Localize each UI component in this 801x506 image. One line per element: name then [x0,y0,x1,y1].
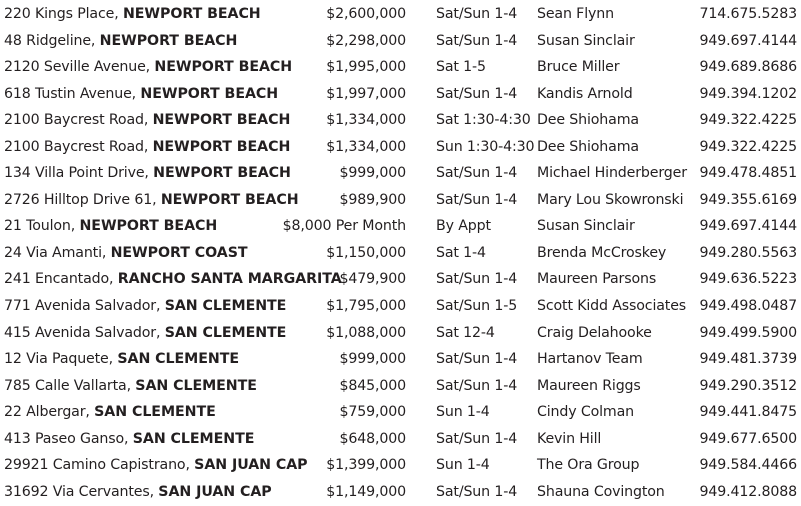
listing-phone: 949.697.4144 [699,32,797,49]
listing-row [0,187,801,214]
listing-address: 12 Via Paquete, [4,351,118,368]
listing-price: $989,900 [339,191,406,208]
listing-open-house-time: Sun 1-4 [436,404,490,421]
listing-price: $999,000 [339,351,406,368]
listing-agent: Dee Shiohama [537,138,639,155]
listing-city: SAN CLEMENTE [94,404,216,421]
listing-price: $648,000 [339,430,406,447]
listing-price: $845,000 [339,377,406,394]
listing-phone: 714.675.5283 [699,6,797,22]
listing-city: RANCHO SANTA MARGARITA [117,271,342,288]
listing-open-house-time: By Appt [436,218,491,235]
listing-row [0,452,801,479]
listing-address: 771 Avenida Salvador, [4,298,165,315]
listing-row [0,213,801,240]
listing-city: SAN CLEMENTE [164,298,287,315]
listing-location [4,107,290,134]
listing-row [0,240,801,267]
listing-open-house-time: Sat/Sun 1-4 [436,430,518,447]
listing-address: 415 Avenida Salvador, [4,324,165,341]
listing-city: SAN CLEMENTE [164,324,287,341]
listing-address: 2100 Baycrest Road, [4,138,153,155]
listing-price: $2,298,000 [326,32,406,49]
listing-phone: 949.689.8686 [699,59,797,76]
listing-address: 22 Albergar, [4,404,95,421]
listing-address: 2120 Seville Avenue, [4,59,155,76]
listing-address: 29921 Camino Capistrano, [4,457,195,474]
listing-open-house-time: Sat 1-4 [436,244,486,261]
listing-address: 2100 Baycrest Road, [4,112,153,129]
listing-address: 24 Via Amanti, [4,244,111,261]
listing-phone: 949.584.4466 [699,457,797,474]
listing-row [0,28,801,55]
listing-phone: 949.677.6500 [699,430,797,447]
listing-city: NEWPORT BEACH [152,112,291,129]
listing-open-house-time: Sat/Sun 1-4 [436,191,518,208]
listing-agent: Brenda McCroskey [537,244,667,261]
listing-location [4,373,257,400]
listing-row [0,320,801,347]
listing-open-house-time: Sat/Sun 1-4 [436,483,518,500]
listing-phone: 949.441.8475 [699,404,797,421]
listing-phone: 949.322.4225 [699,138,797,155]
listing-phone: 949.499.5900 [699,324,797,341]
listing-agent: Kevin Hill [537,430,602,447]
listing-city: SAN CLEMENTE [135,377,257,394]
listing-row [0,134,801,161]
listing-price: $1,334,000 [326,112,406,129]
listing-city: NEWPORT BEACH [99,32,238,49]
listing-open-house-time: Sat/Sun 1-4 [436,377,518,394]
listing-city: SAN JUAN CAP [194,457,308,474]
listing-price: $1,150,000 [326,244,406,261]
listing-location [4,293,286,320]
listing-phone: 949.290.3512 [699,377,797,394]
listing-city: NEWPORT BEACH [79,218,218,235]
listing-address: 220 Kings Place, [4,6,123,22]
listing-open-house-time: Sat/Sun 1-4 [436,271,518,288]
listing-price: $999,000 [339,165,406,182]
listing-agent: Shauna Covington [537,483,665,500]
listing-city: NEWPORT BEACH [140,85,279,102]
listing-phone: 949.412.8088 [699,483,797,500]
listing-price: $1,334,000 [326,138,406,155]
listing-agent: Scott Kidd Associates [537,298,687,315]
listing-address: 785 Calle Vallarta, [4,377,136,394]
listing-agent: Cindy Colman [537,404,634,421]
listing-location [4,399,216,426]
listing-agent: Dee Shiohama [537,112,639,129]
listing-price: $1,997,000 [326,85,406,102]
listing-city: SAN CLEMENTE [117,351,239,368]
listing-city: NEWPORT BEACH [122,6,261,22]
listing-city: NEWPORT BEACH [154,59,293,76]
listing-row [0,160,801,187]
listing-price: $2,600,000 [326,6,406,22]
listing-address: 618 Tustin Avenue, [4,85,141,102]
listing-address: 413 Paseo Ganso, [4,430,133,447]
listing-location [4,28,237,55]
listing-agent: Maureen Riggs [537,377,641,394]
listing-location [4,320,286,347]
listing-city: NEWPORT BEACH [152,138,291,155]
listing-address: 241 Encantado, [4,271,118,288]
listing-row [0,399,801,426]
listing-agent: Kandis Arnold [537,85,633,102]
listing-price: $8,000 Per Month [282,218,406,235]
listing-city: NEWPORT COAST [110,244,248,261]
listing-open-house-time: Sat/Sun 1-4 [436,351,518,368]
listing-phone: 949.498.0487 [699,298,797,315]
listing-row [0,266,801,293]
listing-location [4,479,272,506]
listing-location [4,240,248,267]
listing-price: $1,088,000 [326,324,406,341]
listing-phone: 949.322.4225 [699,112,797,129]
listing-agent: Sean Flynn [537,6,614,22]
listing-city: SAN JUAN CAP [158,483,272,500]
listing-price: $479,900 [339,271,406,288]
listing-open-house-time: Sat/Sun 1-4 [436,85,518,102]
listing-open-house-time: Sat 12-4 [436,324,495,341]
listing-location [4,134,290,161]
listing-open-house-time: Sat/Sun 1-4 [436,32,518,49]
listing-location [4,452,308,479]
listing-location [4,81,278,108]
listing-city: NEWPORT BEACH [153,165,291,182]
listing-address: 134 Villa Point Drive, [4,165,154,182]
listing-agent: Michael Hinderberger [537,165,687,182]
listing-open-house-time: Sun 1-4 [436,457,490,474]
listing-open-house-time: Sat 1:30-4:30 [436,112,531,129]
listing-open-house-time: Sat/Sun 1-4 [436,6,518,22]
listing-open-house-time: Sat/Sun 1-4 [436,165,518,182]
listing-location [4,346,239,373]
listing-phone: 949.697.4144 [699,218,797,235]
listing-address: 31692 Via Cervantes, [4,483,159,500]
listing-location [4,160,291,187]
listing-location [4,1,261,28]
listing-row [0,479,801,506]
listing-address: 48 Ridgeline, [4,32,100,49]
listing-phone: 949.636.5223 [699,271,797,288]
listing-price: $1,149,000 [326,483,406,500]
listing-row [0,54,801,81]
listing-phone: 949.355.6169 [699,191,797,208]
listing-agent: Bruce Miller [537,59,620,76]
listing-row [0,1,801,28]
listing-location [4,213,217,240]
listing-location [4,187,299,214]
listing-row [0,373,801,400]
listing-agent: Maureen Parsons [537,271,657,288]
listing-agent: The Ora Group [537,457,640,474]
listing-location [4,54,292,81]
listing-price: $759,000 [339,404,406,421]
listing-open-house-time: Sat 1-5 [436,59,486,76]
listing-city: NEWPORT BEACH [160,191,299,208]
listing-price: $1,399,000 [326,457,406,474]
listing-phone: 949.280.5563 [699,244,797,261]
listing-location [4,426,254,453]
listing-row [0,346,801,373]
listing-agent: Hartanov Team [537,351,643,368]
listing-city: SAN CLEMENTE [132,430,255,447]
listing-agent: Craig Delahooke [537,324,652,341]
listing-price: $1,995,000 [326,59,406,76]
listing-address: 21 Toulon, [4,218,80,235]
listing-row [0,107,801,134]
listing-phone: 949.478.4851 [699,165,797,182]
listing-agent: Mary Lou Skowronski [537,191,684,208]
listing-open-house-time: Sun 1:30-4:30 [436,138,535,155]
listing-open-house-time: Sat/Sun 1-5 [436,298,518,315]
listing-price: $1,795,000 [326,298,406,315]
listing-row [0,293,801,320]
listing-address: 2726 Hilltop Drive 61, [4,191,161,208]
listing-row [0,426,801,453]
listing-phone: 949.481.3739 [699,351,797,368]
listing-agent: Susan Sinclair [537,32,635,49]
listing-row [0,81,801,108]
listing-location [4,266,342,293]
listing-agent: Susan Sinclair [537,218,635,235]
listing-phone: 949.394.1202 [699,85,797,102]
